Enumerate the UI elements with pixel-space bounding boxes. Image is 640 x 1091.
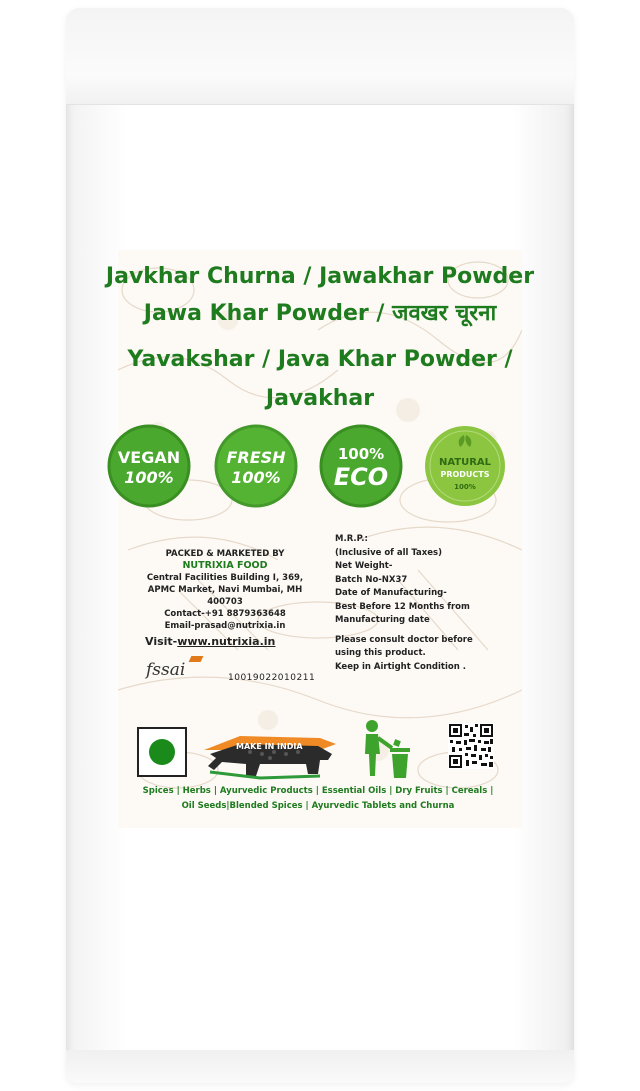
vegan-badge-line2: 100% <box>124 468 174 487</box>
fresh-badge <box>213 423 299 509</box>
vegan-badge-line1: VEGAN <box>117 448 181 467</box>
consult-line-1: Please consult doctor before <box>335 634 473 645</box>
best-before: Best Before 12 Months from <box>335 601 470 612</box>
pouch-bottom-seal <box>66 1050 574 1083</box>
storage-note: Keep in Airtight Condition . <box>335 661 466 672</box>
packer-address-3: 400703 <box>207 597 243 607</box>
packer-address-1: Central Facilities Building I, 369, <box>146 573 304 583</box>
packer-brand: NUTRIXIA FOOD <box>182 560 268 571</box>
fresh-badge-line2: 100% <box>231 468 281 487</box>
make-in-india-text: MAKE IN INDIA <box>236 742 303 751</box>
mfg-date-label: Date of Manufacturing- <box>335 588 447 598</box>
categories-line-1: Spices | Herbs | Ayurvedic Products | Essential Oils | Dry Fruits | Cereals | <box>142 786 494 796</box>
packer-website <box>145 636 305 648</box>
eco-badge <box>318 423 404 509</box>
vegan-badge <box>106 423 192 509</box>
packer-heading: PACKED & MARKETED BY <box>165 549 285 559</box>
mrp-label: M.R.P.: <box>335 534 368 544</box>
product-details <box>335 533 495 674</box>
fresh-badge-line1: FRESH <box>226 448 286 467</box>
product-title-line-2: Jawa Khar Powder / जवखर चूरना <box>143 301 497 326</box>
mfg-date-note: Manufacturing date <box>335 615 430 625</box>
dispose-in-bin-icon <box>356 718 414 780</box>
product-categories <box>128 784 508 814</box>
make-in-india-lion-icon <box>200 730 340 782</box>
fssai-license-number: 10019022010211 <box>228 673 316 683</box>
eco-badge-line1: 100% <box>337 445 385 463</box>
natural-badge-line2: PRODUCTS <box>440 470 490 479</box>
product-title-line-3: Yavakshar / Java Khar Powder / <box>127 347 513 372</box>
packer-info <box>145 548 305 648</box>
natural-badge-line3: 100% <box>454 483 476 491</box>
batch-number: Batch No-NX37 <box>335 574 408 585</box>
net-weight: Net Weight- <box>335 561 393 571</box>
categories-line-2: Oil Seeds|Blended Spices | Ayurvedic Tablets and Churna <box>181 801 455 811</box>
packer-contact: Contact-+91 8879363648 <box>164 609 286 619</box>
consult-line-2: using this product. <box>335 648 426 658</box>
visit-prefix: Visit- <box>145 635 178 648</box>
natural-products-badge <box>422 423 508 509</box>
eco-badge-line2: ECO <box>333 463 389 491</box>
product-title-line-4: Javakhar <box>265 386 375 411</box>
qr-code-icon[interactable] <box>448 723 494 769</box>
pouch-seal-line <box>66 104 574 105</box>
packer-address-2: APMC Market, Navi Mumbai, MH <box>147 585 303 595</box>
product-title-line-1: Javkhar Churna / Jawakhar Powder <box>105 264 535 289</box>
fssai-logo: fssai <box>146 660 186 680</box>
taxes-note: (Inclusive of all Taxes) <box>335 547 442 558</box>
visit-url[interactable]: www.nutrixia.in <box>177 635 276 648</box>
packer-email: Email-prasad@nutrixia.in <box>164 621 286 631</box>
natural-badge-line1: NATURAL <box>438 457 492 468</box>
pouch-top-seal <box>66 8 574 104</box>
veg-symbol-icon <box>137 727 187 777</box>
